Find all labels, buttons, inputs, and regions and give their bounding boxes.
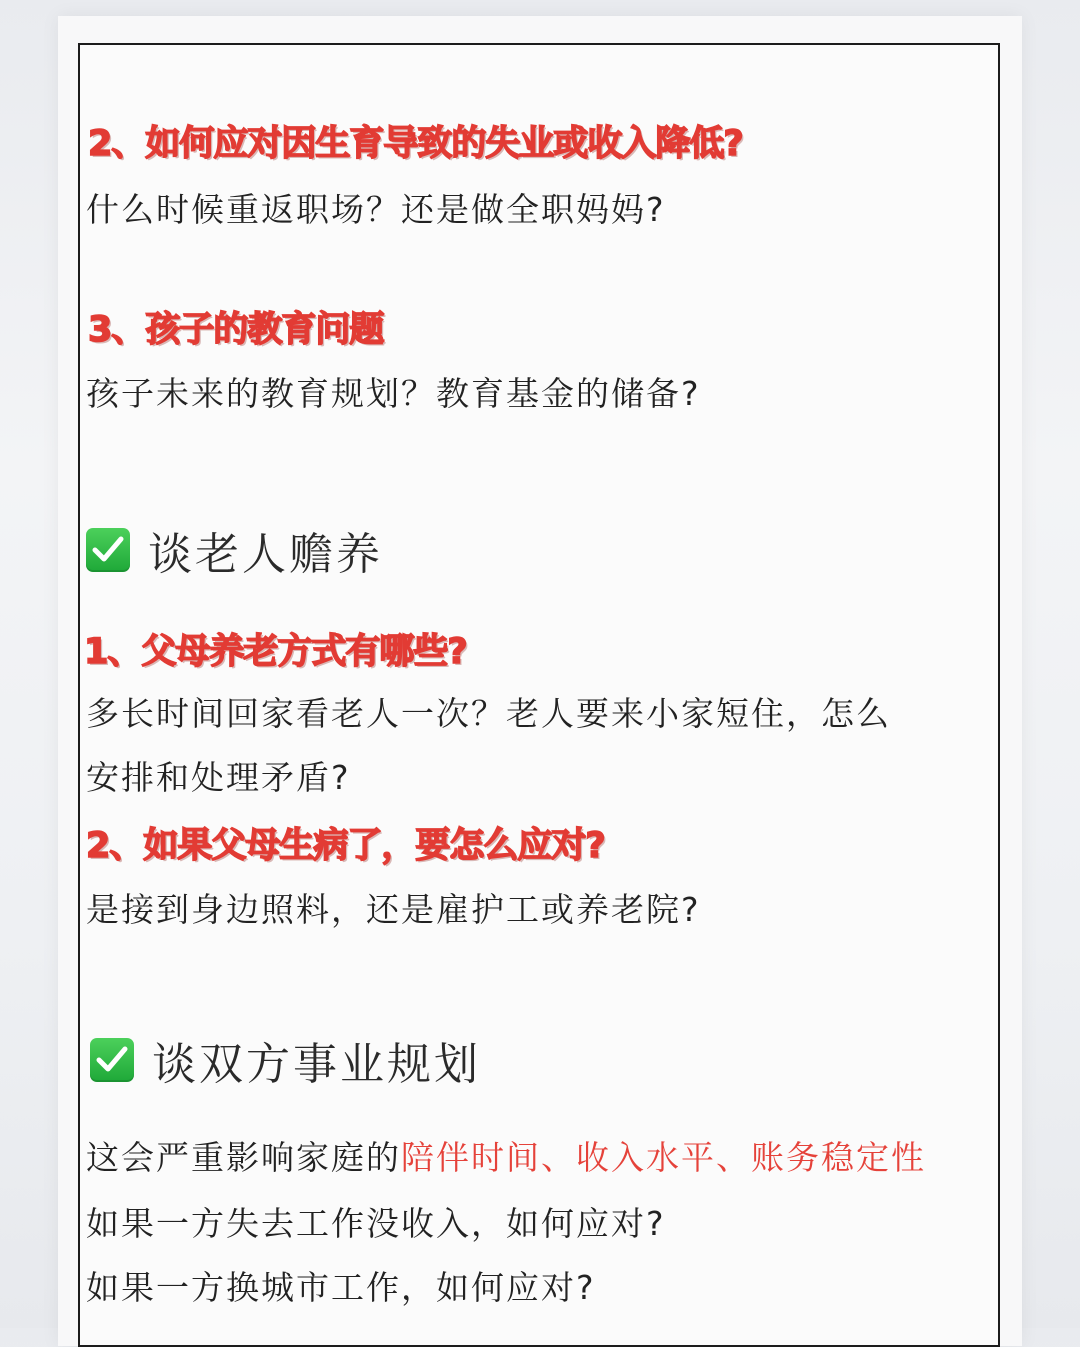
children-question-3-title: 3、孩子的教育问题 [88,310,384,350]
elderly-question-1-text-line2: 安排和处理矛盾? [86,758,351,797]
career-intro-prefix: 这会严重影响家庭的 [86,1138,401,1177]
check-mark-icon [86,528,130,572]
career-intro-line [86,1132,926,1179]
career-line-2: 如果一方失去工作没收入，如何应对? [86,1204,666,1243]
children-question-2-text: 什么时候重返职场？还是做全职妈妈? [86,190,666,229]
children-question-2-title: 2、如何应对因生育导致的失业或收入降低? [88,124,743,164]
career-section-heading [90,1028,481,1092]
elderly-section-heading [86,518,383,582]
elderly-question-1-title: 1、父母养老方式有哪些? [84,632,467,672]
elderly-question-2-text: 是接到身边照料，还是雇护工或养老院? [86,890,701,929]
elderly-question-1-text-line1: 多长时间回家看老人一次？老人要来小家短住，怎么 [86,694,891,733]
elderly-question-2-title: 2、如果父母生病了，要怎么应对? [86,826,605,866]
career-line-3: 如果一方换城市工作，如何应对? [86,1268,596,1307]
children-question-3-text: 孩子未来的教育规划？教育基金的储备? [86,374,701,413]
check-mark-icon [90,1038,134,1082]
elderly-heading-text: 谈老人赡养 [148,529,383,580]
career-heading-text: 谈双方事业规划 [152,1039,481,1090]
career-intro-highlight: 陪伴时间、收入水平、账务稳定性 [401,1138,926,1177]
